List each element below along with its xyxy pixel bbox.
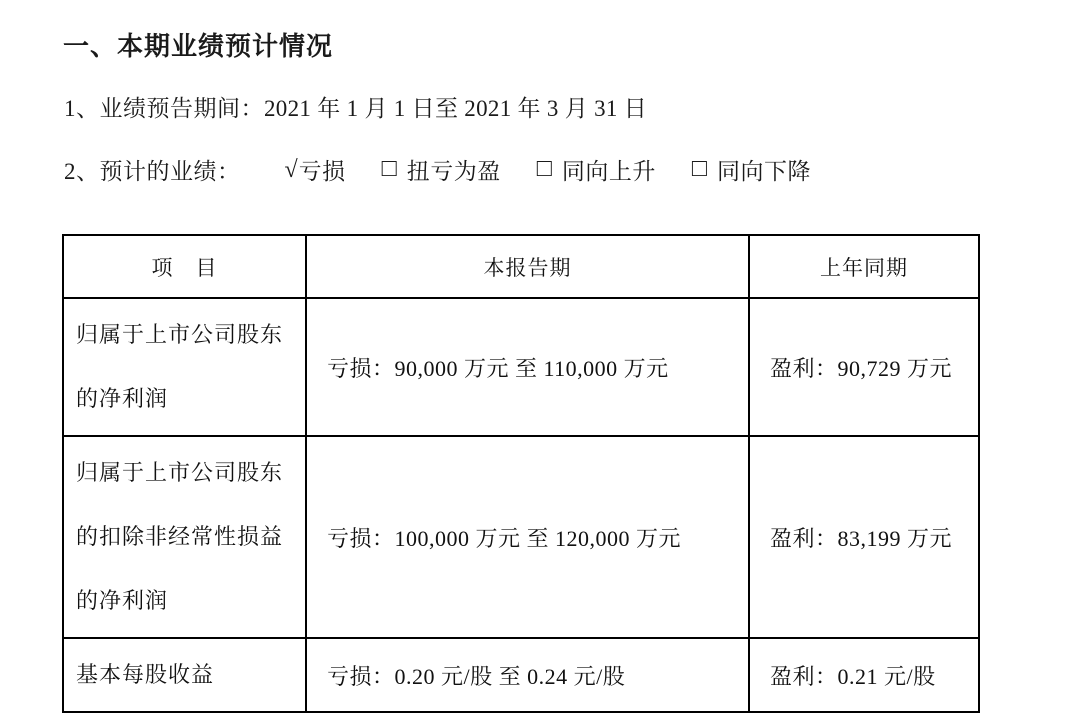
table-row: [63, 638, 979, 712]
row-deducted-net-profit-item: 归属于上市公司股东的扣除非经常性损益的净利润: [63, 436, 306, 638]
row-net-profit-prior: 盈利：90,729 万元: [749, 298, 979, 436]
row-net-profit-current: 亏损：90,000 万元 至 110,000 万元: [306, 298, 749, 436]
forecast-period-value: 2021 年 1 月 1 日至 2021 年 3 月 31 日: [264, 96, 648, 121]
row-deducted-net-profit-current: 亏损：100,000 万元 至 120,000 万元: [306, 436, 749, 638]
checkbox-icon: □: [691, 155, 707, 182]
checkbox-icon: □: [536, 155, 552, 182]
check-icon: √: [284, 156, 298, 183]
forecast-period-line: [64, 90, 647, 123]
checkbox-icon: □: [381, 155, 397, 182]
row-deducted-net-profit-prior: 盈利：83,199 万元: [749, 436, 979, 638]
header-prior-year: 上年同期: [749, 235, 979, 298]
row-net-profit-item: 归属于上市公司股东的净利润: [63, 298, 306, 436]
section-title: 一、本期业绩预计情况: [63, 32, 334, 61]
table-row: [63, 298, 979, 436]
option-same-direction-up[interactable]: [537, 153, 656, 186]
row-eps-current: 亏损：0.20 元/股 至 0.24 元/股: [306, 638, 749, 712]
table-row: [63, 436, 979, 638]
option-same-direction-down-label: 同向下降: [717, 159, 811, 184]
option-loss[interactable]: [285, 153, 346, 186]
forecast-options: [285, 153, 812, 186]
option-loss-label: 亏损: [298, 159, 346, 184]
header-current-period: 本报告期: [306, 235, 749, 298]
forecast-type-label: 2、预计的业绩：: [64, 159, 241, 184]
performance-forecast-table: [62, 234, 980, 713]
forecast-period-label: 1、业绩预告期间：: [64, 96, 264, 121]
table-header-row: [63, 235, 979, 298]
forecast-type-line: [64, 153, 811, 186]
row-eps-item: 基本每股收益: [63, 638, 306, 712]
option-same-direction-down[interactable]: [692, 153, 811, 186]
option-turn-profit-label: 扭亏为盈: [406, 159, 501, 184]
row-eps-prior: 盈利：0.21 元/股: [749, 638, 979, 712]
option-same-direction-up-label: 同向上升: [561, 159, 656, 184]
option-turn-profit[interactable]: [382, 153, 501, 186]
header-item: 项 目: [63, 235, 306, 298]
